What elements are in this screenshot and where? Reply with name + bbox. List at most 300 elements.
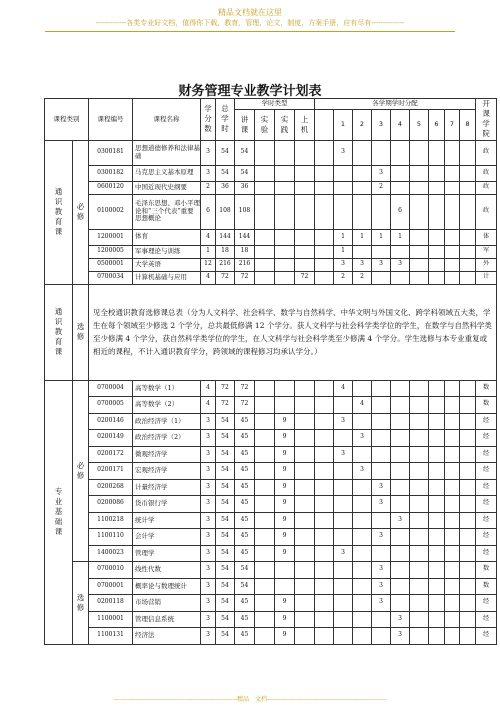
table-row — [45, 229, 497, 245]
semester-hours — [445, 611, 460, 628]
course-lecture-hours: 54 — [235, 165, 255, 181]
course-credits: 4 — [201, 380, 216, 397]
semester-hours: 3 — [372, 562, 391, 579]
col-semester-spacer — [315, 110, 334, 140]
semester-hours — [391, 446, 410, 463]
col-semester-8: 8 — [460, 110, 476, 140]
semester-hours — [429, 181, 445, 194]
course-lecture-hours: 72 — [235, 271, 255, 284]
semester-hours — [353, 446, 372, 463]
table-row — [45, 562, 497, 579]
course-dept: 计 — [476, 271, 497, 284]
col-semester-5: 5 — [410, 110, 429, 140]
semester-hours — [410, 578, 429, 595]
course-experiment-hours — [255, 245, 275, 258]
semester-hours — [334, 595, 353, 612]
table-row — [45, 545, 497, 562]
course-credits: 3 — [201, 512, 216, 529]
semester-hours — [429, 165, 445, 181]
semester-spacer — [315, 245, 334, 258]
semester-hours — [445, 258, 460, 271]
semester-hours — [410, 140, 429, 165]
course-practice-hours: 9 — [275, 430, 295, 447]
course-practice-hours — [275, 140, 295, 165]
semester-spacer — [315, 397, 334, 414]
semester-spacer — [315, 258, 334, 271]
semester-hours — [353, 545, 372, 562]
course-code: 0200172 — [89, 446, 133, 463]
semester-hours — [334, 194, 353, 229]
course-lecture-hours: 45 — [235, 545, 255, 562]
course-dept: 经 — [476, 628, 497, 645]
course-lecture-hours: 54 — [235, 140, 255, 165]
semester-hours — [460, 578, 476, 595]
course-experiment-hours — [255, 271, 275, 284]
semester-hours — [429, 512, 445, 529]
semester-hours — [445, 165, 460, 181]
course-credits: 3 — [201, 446, 216, 463]
semester-hours — [460, 194, 476, 229]
table-row — [45, 611, 497, 628]
course-credits: 1 — [201, 245, 216, 258]
table-row — [45, 529, 497, 546]
course-computer-hours — [295, 446, 315, 463]
semester-hours — [460, 140, 476, 165]
semester-hours — [334, 463, 353, 480]
course-experiment-hours — [255, 529, 275, 546]
semester-hours — [410, 165, 429, 181]
course-dept: 政 — [476, 140, 497, 165]
course-code: 1100218 — [89, 512, 133, 529]
course-dept: 经 — [476, 496, 497, 513]
course-experiment-hours — [255, 496, 275, 513]
semester-hours: 3 — [353, 463, 372, 480]
course-credits: 3 — [201, 463, 216, 480]
table-row — [45, 181, 497, 194]
course-computer-hours — [295, 562, 315, 579]
semester-hours — [445, 545, 460, 562]
course-code: 0200118 — [89, 595, 133, 612]
course-total-hours: 216 — [216, 258, 235, 271]
semester-hours — [429, 413, 445, 430]
semester-hours — [445, 479, 460, 496]
course-credits: 4 — [201, 229, 216, 245]
course-computer-hours — [295, 258, 315, 271]
course-code: 0200171 — [89, 463, 133, 480]
course-practice-hours: 9 — [275, 545, 295, 562]
course-name: 体育 — [133, 229, 201, 245]
course-computer-hours — [295, 140, 315, 165]
course-name: 概率论与数理统计 — [133, 578, 201, 595]
course-code: 1200005 — [89, 245, 133, 258]
table-row — [45, 628, 497, 645]
col-semester-1: 1 — [334, 110, 353, 140]
semester-hours: 3 — [372, 496, 391, 513]
semester-hours — [410, 194, 429, 229]
semester-hours — [391, 496, 410, 513]
course-experiment-hours — [255, 430, 275, 447]
course-code: 1100001 — [89, 611, 133, 628]
course-experiment-hours — [255, 165, 275, 181]
col-computer: 上机 — [295, 110, 315, 140]
course-credits: 3 — [201, 479, 216, 496]
semester-hours — [445, 245, 460, 258]
semester-hours — [353, 578, 372, 595]
semester-spacer — [315, 446, 334, 463]
semester-hours — [429, 479, 445, 496]
course-code: 1400023 — [89, 545, 133, 562]
table-row — [45, 496, 497, 513]
course-credits: 6 — [201, 194, 216, 229]
course-computer-hours — [295, 529, 315, 546]
course-computer-hours — [295, 194, 315, 229]
semester-hours — [460, 628, 476, 645]
semester-spacer — [315, 496, 334, 513]
course-name: 毛泽东思想、邓小平理论和“三个代表”重要思想概论 — [133, 194, 201, 229]
subgroup-required: 必修 — [73, 140, 89, 284]
course-total-hours: 54 — [216, 140, 235, 165]
semester-hours — [410, 413, 429, 430]
semester-hours — [460, 229, 476, 245]
course-code: 0700010 — [89, 562, 133, 579]
course-credits: 12 — [201, 258, 216, 271]
course-code: 0100002 — [89, 194, 133, 229]
col-name: 课程名称 — [133, 99, 201, 141]
semester-hours: 3 — [391, 628, 410, 645]
table-row — [45, 463, 497, 480]
semester-hours — [410, 479, 429, 496]
course-lecture-hours: 45 — [235, 628, 255, 645]
semester-hours — [353, 245, 372, 258]
semester-hours: 1 — [353, 229, 372, 245]
course-total-hours: 54 — [216, 463, 235, 480]
semester-hours — [429, 578, 445, 595]
group-general-elective: 通识教育课 — [45, 284, 73, 380]
semester-spacer — [315, 463, 334, 480]
course-experiment-hours — [255, 397, 275, 414]
semester-spacer — [315, 181, 334, 194]
semester-hours — [410, 430, 429, 447]
semester-hours — [391, 578, 410, 595]
watermark-slogan: -------------各类专业好文档，值得你下载，教育，管理，论文，制度，方案手册，应有尽有-------------- — [95, 19, 405, 27]
semester-hours: 6 — [391, 194, 410, 229]
col-category: 课程类别 — [45, 99, 89, 141]
col-practice: 实践 — [275, 110, 295, 140]
course-name: 货币银行学 — [133, 496, 201, 513]
course-practice-hours — [275, 578, 295, 595]
semester-hours — [429, 463, 445, 480]
course-practice-hours — [275, 165, 295, 181]
semester-hours — [460, 479, 476, 496]
table-row — [45, 512, 497, 529]
semester-hours — [460, 529, 476, 546]
semester-hours — [334, 578, 353, 595]
table-row — [45, 271, 497, 284]
semester-hours — [410, 496, 429, 513]
semester-spacer — [315, 165, 334, 181]
semester-hours — [353, 380, 372, 397]
semester-spacer — [315, 595, 334, 612]
course-credits: 3 — [201, 165, 216, 181]
watermark-footer: -------------------------------------------------------------精品 文档----------------------------------------------------------- — [113, 696, 387, 703]
course-practice-hours — [275, 181, 295, 194]
course-total-hours: 18 — [216, 245, 235, 258]
course-name: 线性代数 — [133, 562, 201, 579]
table-row — [45, 446, 497, 463]
semester-hours — [429, 562, 445, 579]
semester-hours — [410, 181, 429, 194]
course-dept: 经 — [476, 479, 497, 496]
course-code: 0300181 — [89, 140, 133, 165]
semester-hours — [353, 628, 372, 645]
semester-hours — [445, 496, 460, 513]
col-semester-4: 4 — [391, 110, 410, 140]
semester-hours — [445, 562, 460, 579]
general-elective-note: 见全校通识教育选修课总表（分为人文科学、社会科学、数学与自然科学、中华文明与外国文化、跨学科领域五大类，学生在每个领域至少修选 2 个学分，总共最低修满 12 个学分。获人文科学与社会科学类学位的学生，在数学与自然科学类至少修满 4 个学分，获自然科学类学位的学生，在人文科学与社会科学类至少修满 4 个学分。学生选修与本专业重复或相近的课程，不计入通识教育学分，跨领域的课程修习均承认学分。） — [89, 284, 497, 380]
semester-hours — [460, 595, 476, 612]
table-row — [45, 595, 497, 612]
col-semester-7: 7 — [445, 110, 460, 140]
course-experiment-hours — [255, 181, 275, 194]
semester-hours — [429, 529, 445, 546]
semester-hours — [372, 512, 391, 529]
semester-hours — [353, 479, 372, 496]
course-experiment-hours — [255, 628, 275, 645]
course-total-hours: 36 — [216, 181, 235, 194]
semester-hours — [353, 611, 372, 628]
semester-hours — [391, 430, 410, 447]
col-semester-6: 6 — [429, 110, 445, 140]
semester-hours — [391, 562, 410, 579]
course-computer-hours — [295, 578, 315, 595]
course-code: 1100131 — [89, 628, 133, 645]
course-dept: 经 — [476, 545, 497, 562]
course-lecture-hours: 45 — [235, 496, 255, 513]
course-total-hours: 144 — [216, 229, 235, 245]
col-code: 课程编号 — [89, 99, 133, 141]
semester-hours: 3 — [372, 165, 391, 181]
semester-hours: 3 — [391, 512, 410, 529]
course-code: 1100110 — [89, 529, 133, 546]
semester-hours — [391, 545, 410, 562]
semester-spacer — [315, 479, 334, 496]
semester-hours: 1 — [334, 245, 353, 258]
col-lecture: 讲课 — [235, 110, 255, 140]
course-experiment-hours — [255, 258, 275, 271]
course-dept: 经 — [476, 446, 497, 463]
course-name: 马克思主义基本原理 — [133, 165, 201, 181]
semester-hours — [460, 181, 476, 194]
course-name: 思想道德修养和法律基础 — [133, 140, 201, 165]
semester-hours: 3 — [372, 578, 391, 595]
course-lecture-hours: 45 — [235, 430, 255, 447]
semester-hours — [445, 463, 460, 480]
course-dept: 政 — [476, 194, 497, 229]
course-practice-hours — [275, 194, 295, 229]
course-credits: 3 — [201, 628, 216, 645]
table-row — [45, 140, 497, 165]
semester-hours — [410, 245, 429, 258]
semester-hours — [353, 165, 372, 181]
course-experiment-hours — [255, 512, 275, 529]
semester-hours — [391, 397, 410, 414]
semester-hours — [410, 258, 429, 271]
course-code: 0600120 — [89, 181, 133, 194]
semester-hours — [429, 245, 445, 258]
table-row — [45, 430, 497, 447]
course-practice-hours: 9 — [275, 413, 295, 430]
course-lecture-hours: 72 — [235, 397, 255, 414]
semester-hours — [460, 562, 476, 579]
semester-hours: 3 — [353, 258, 372, 271]
course-computer-hours — [295, 413, 315, 430]
semester-hours — [460, 380, 476, 397]
course-experiment-hours — [255, 380, 275, 397]
table-row — [45, 165, 497, 181]
semester-spacer — [315, 430, 334, 447]
course-name: 中国近现代史纲要 — [133, 181, 201, 194]
semester-hours — [460, 545, 476, 562]
semester-hours: 3 — [372, 529, 391, 546]
semester-hours — [460, 512, 476, 529]
course-experiment-hours — [255, 611, 275, 628]
course-lecture-hours: 216 — [235, 258, 255, 271]
semester-hours — [445, 380, 460, 397]
course-dept: 经 — [476, 430, 497, 447]
course-credits: 4 — [201, 271, 216, 284]
semester-hours — [460, 165, 476, 181]
semester-hours — [353, 413, 372, 430]
table-row — [45, 413, 497, 430]
course-computer-hours — [295, 545, 315, 562]
group-major: 专业基础课 — [45, 380, 73, 644]
semester-hours — [429, 496, 445, 513]
semester-hours — [445, 529, 460, 546]
semester-hours — [429, 140, 445, 165]
semester-hours: 2 — [372, 181, 391, 194]
course-code: 0200086 — [89, 496, 133, 513]
course-credits: 3 — [201, 595, 216, 612]
course-name: 计量经济学 — [133, 479, 201, 496]
course-code: 0700004 — [89, 380, 133, 397]
course-dept: 经 — [476, 529, 497, 546]
course-computer-hours — [295, 430, 315, 447]
course-total-hours: 54 — [216, 529, 235, 546]
course-total-hours: 54 — [216, 578, 235, 595]
semester-hours: 4 — [353, 397, 372, 414]
course-computer-hours — [295, 397, 315, 414]
course-computer-hours — [295, 611, 315, 628]
semester-hours — [353, 512, 372, 529]
course-credits: 3 — [201, 430, 216, 447]
semester-hours — [334, 181, 353, 194]
course-total-hours: 54 — [216, 430, 235, 447]
course-practice-hours — [275, 245, 295, 258]
semester-spacer — [315, 413, 334, 430]
course-name: 统计学 — [133, 512, 201, 529]
course-practice-hours: 9 — [275, 595, 295, 612]
course-total-hours: 72 — [216, 380, 235, 397]
semester-hours — [460, 496, 476, 513]
course-total-hours: 72 — [216, 271, 235, 284]
course-lecture-hours: 18 — [235, 245, 255, 258]
semester-hours — [334, 628, 353, 645]
course-computer-hours — [295, 595, 315, 612]
table-row — [45, 397, 497, 414]
course-computer-hours — [295, 512, 315, 529]
course-experiment-hours — [255, 413, 275, 430]
course-total-hours: 72 — [216, 397, 235, 414]
course-credits: 3 — [201, 562, 216, 579]
course-total-hours: 54 — [216, 496, 235, 513]
semester-hours: 3 — [372, 479, 391, 496]
course-computer-hours: 72 — [295, 271, 315, 284]
course-total-hours: 54 — [216, 165, 235, 181]
col-dept: 开课学院 — [476, 99, 497, 141]
course-dept: 经 — [476, 512, 497, 529]
semester-hours — [353, 562, 372, 579]
semester-hours — [334, 529, 353, 546]
semester-hours — [460, 446, 476, 463]
course-experiment-hours — [255, 140, 275, 165]
semester-hours — [410, 595, 429, 612]
table-row — [45, 578, 497, 595]
semester-hours — [445, 446, 460, 463]
course-lecture-hours: 45 — [235, 479, 255, 496]
subgroup-required: 必修 — [73, 380, 89, 562]
semester-hours — [460, 430, 476, 447]
semester-hours — [410, 229, 429, 245]
course-lecture-hours: 36 — [235, 181, 255, 194]
course-lecture-hours: 45 — [235, 611, 255, 628]
semester-hours — [353, 181, 372, 194]
course-dept: 经 — [476, 413, 497, 430]
semester-hours: 3 — [391, 258, 410, 271]
course-credits: 4 — [201, 397, 216, 414]
course-computer-hours — [295, 463, 315, 480]
semester-hours — [410, 628, 429, 645]
course-name: 微观经济学 — [133, 446, 201, 463]
semester-hours — [391, 529, 410, 546]
semester-hours — [391, 413, 410, 430]
course-code: 0700001 — [89, 578, 133, 595]
page-title: 财务管理专业教学计划表 — [178, 84, 322, 99]
course-total-hours: 54 — [216, 512, 235, 529]
semester-spacer — [315, 529, 334, 546]
semester-hours — [334, 562, 353, 579]
course-practice-hours — [275, 229, 295, 245]
table-row — [45, 194, 497, 229]
course-lecture-hours: 108 — [235, 194, 255, 229]
semester-hours — [334, 611, 353, 628]
semester-hours: 2 — [353, 271, 372, 284]
semester-hours — [353, 496, 372, 513]
course-name: 军事理论与训练 — [133, 245, 201, 258]
watermark-title: 精品文档就在这里 — [218, 8, 282, 17]
semester-hours: 3 — [334, 446, 353, 463]
course-experiment-hours — [255, 446, 275, 463]
semester-hours: 4 — [334, 380, 353, 397]
course-dept: 外 — [476, 258, 497, 271]
semester-hours: 2 — [334, 271, 353, 284]
course-experiment-hours — [255, 545, 275, 562]
semester-spacer — [315, 562, 334, 579]
course-credits: 3 — [201, 413, 216, 430]
course-dept: 数 — [476, 562, 497, 579]
course-lecture-hours: 45 — [235, 595, 255, 612]
course-code: 0500001 — [89, 258, 133, 271]
semester-hours: 1 — [372, 229, 391, 245]
